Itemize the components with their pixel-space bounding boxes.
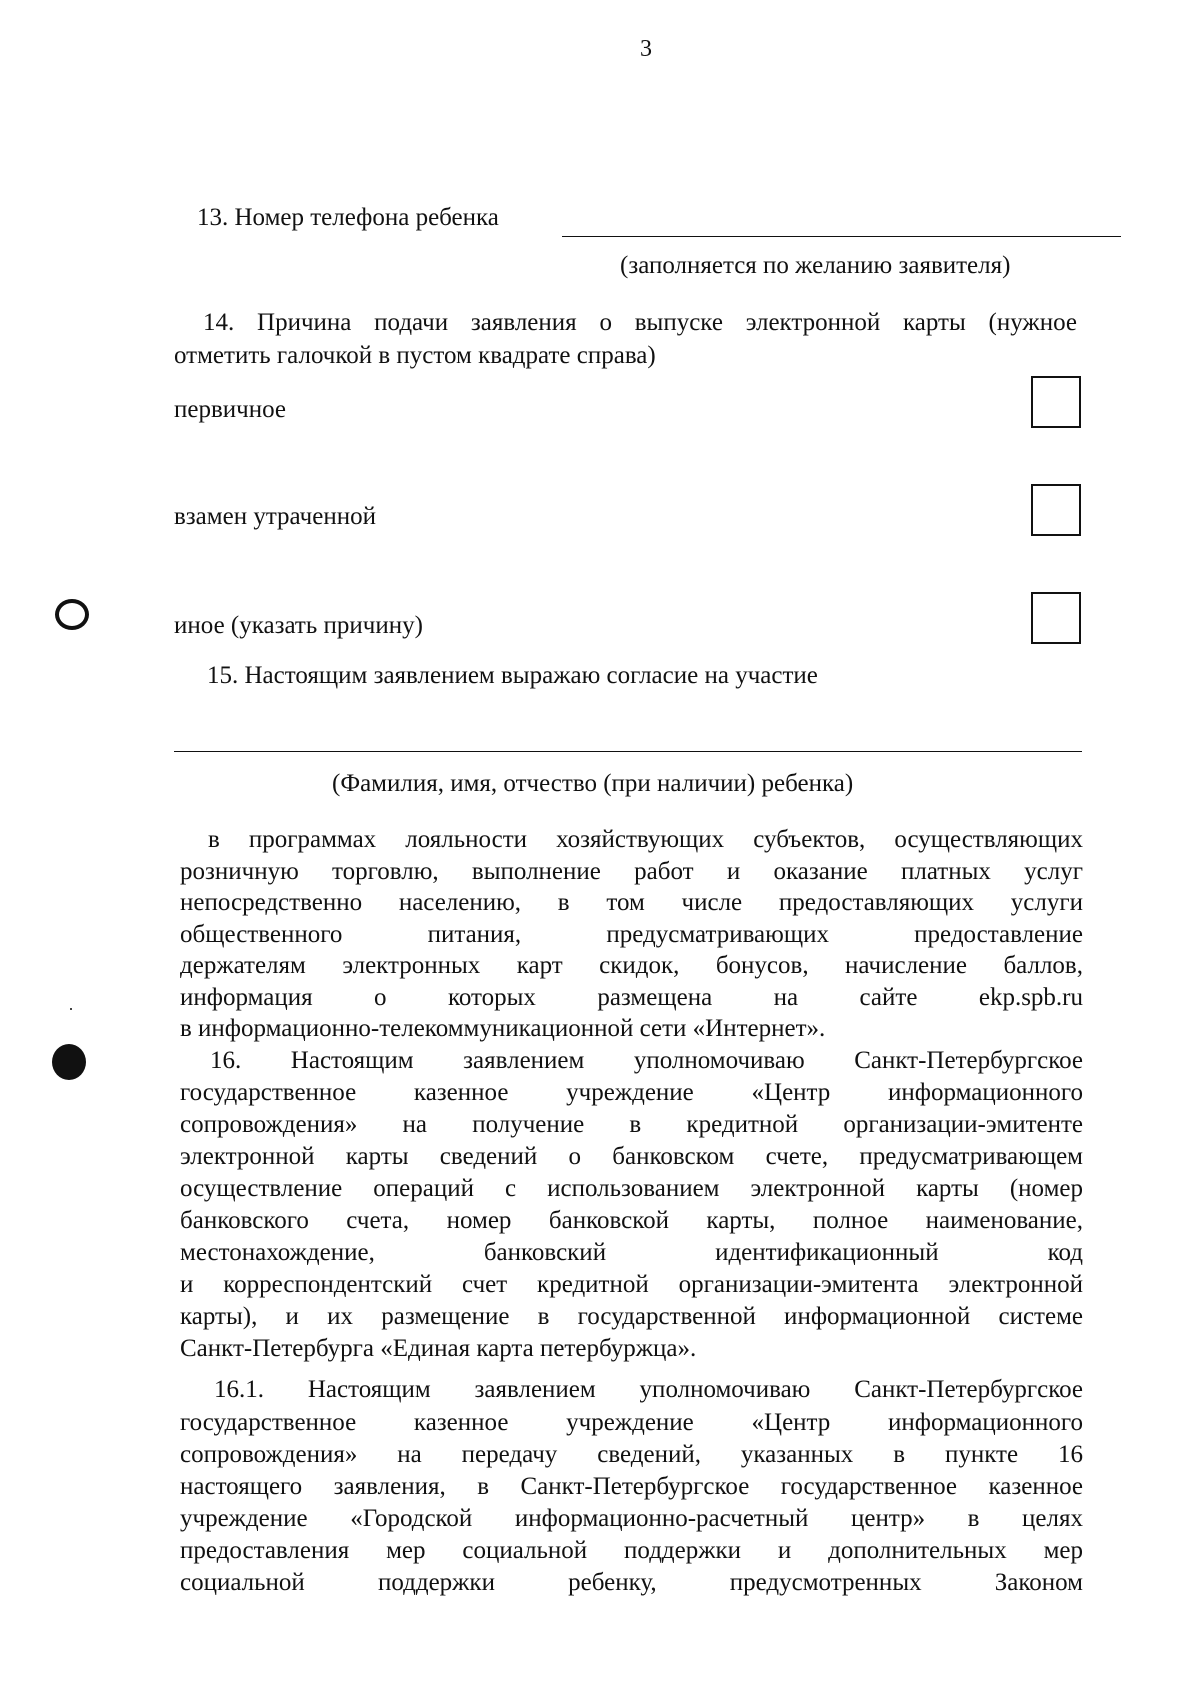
item14-line1: 14. Причина подачи заявления о выпуске электронной карты (нужное bbox=[203, 309, 1077, 336]
item16-1-line-7: социальной поддержки ребенку, предусмотренных Законом bbox=[180, 1569, 1083, 1596]
child-name-fill-line[interactable] bbox=[174, 751, 1082, 752]
item15-intro: 15. Настоящим заявлением выражаю согласие на участие bbox=[207, 662, 818, 689]
option-lost-label: взамен утраченной bbox=[174, 503, 376, 530]
phone-fill-line[interactable] bbox=[562, 236, 1121, 237]
item16-line-4: электронной карты сведений о банковском счете, предусматривающем bbox=[180, 1143, 1083, 1170]
item16-line-10: Санкт-Петербурга «Единая карта петербуржца». bbox=[180, 1335, 697, 1362]
punch-hole-open bbox=[55, 599, 89, 630]
item16-line-5: осуществление операций с использованием электронной карты (номер bbox=[180, 1175, 1083, 1202]
item15-line-7: в информационно-телекоммуникационной сети «Интернет». bbox=[180, 1015, 826, 1042]
punch-hole-filled bbox=[52, 1044, 86, 1080]
item16-line-1: 16. Настоящим заявлением уполномочиваю Санкт-Петербургское bbox=[210, 1047, 1083, 1074]
option-other-checkbox[interactable] bbox=[1031, 592, 1081, 644]
item16-line-2: государственное казенное учреждение «Центр информационного bbox=[180, 1079, 1083, 1106]
option-primary-label: первичное bbox=[174, 396, 287, 423]
item16-1-line-3: сопровождения» на передачу сведений, указанных в пункте 16 bbox=[180, 1441, 1083, 1468]
item16-1-line-2: государственное казенное учреждение «Центр информационного bbox=[180, 1409, 1083, 1436]
item13-hint: (заполняется по желанию заявителя) bbox=[620, 252, 1011, 279]
item16-1-line-4: настоящего заявления, в Санкт-Петербургское государственное казенное bbox=[180, 1473, 1083, 1500]
item15-line-4: общественного питания, предусматривающих предоставление bbox=[180, 921, 1083, 948]
item16-line-7: местонахождение, банковский идентификационный код bbox=[180, 1239, 1083, 1266]
option-primary-checkbox[interactable] bbox=[1031, 376, 1081, 428]
item15-line-1: в программах лояльности хозяйствующих субъектов, осуществляющих bbox=[208, 826, 1083, 853]
item15-line-6: информация о которых размещена на сайте ekp.spb.ru bbox=[180, 984, 1083, 1011]
item13-label: 13. Номер телефона ребенка bbox=[197, 204, 499, 231]
item16-1-line-6: предоставления мер социальной поддержки и дополнительных мер bbox=[180, 1537, 1083, 1564]
item15-line-3: непосредственно населению, в том числе предоставляющих услуги bbox=[180, 889, 1083, 916]
item16-line-9: карты), и их размещение в государственной информационной системе bbox=[180, 1303, 1083, 1330]
option-other-label: иное (указать причину) bbox=[174, 612, 423, 639]
item16-line-6: банковского счета, номер банковской карты, полное наименование, bbox=[180, 1207, 1083, 1234]
item16-1-line-1: 16.1. Настоящим заявлением уполномочиваю Санкт-Петербургское bbox=[214, 1376, 1083, 1403]
item15-line-2: розничную торговлю, выполнение работ и оказание платных услуг bbox=[180, 858, 1083, 885]
item15-line-5: держателям электронных карт скидок, бонусов, начисление баллов, bbox=[180, 952, 1083, 979]
item16-line-3: сопровождения» на получение в кредитной организации-эмитенте bbox=[180, 1111, 1083, 1138]
item15-caption: (Фамилия, имя, отчество (при наличии) ребенка) bbox=[332, 770, 854, 797]
scan-speck bbox=[70, 1008, 72, 1010]
item16-line-8: и корреспондентский счет кредитной организации-эмитента электронной bbox=[180, 1271, 1083, 1298]
page-number: 3 bbox=[640, 36, 652, 62]
item16-1-line-5: учреждение «Городской информационно-расчетный центр» в целях bbox=[180, 1505, 1083, 1532]
option-lost-checkbox[interactable] bbox=[1031, 484, 1081, 536]
item14-line2: отметить галочкой в пустом квадрате справа) bbox=[174, 342, 656, 369]
